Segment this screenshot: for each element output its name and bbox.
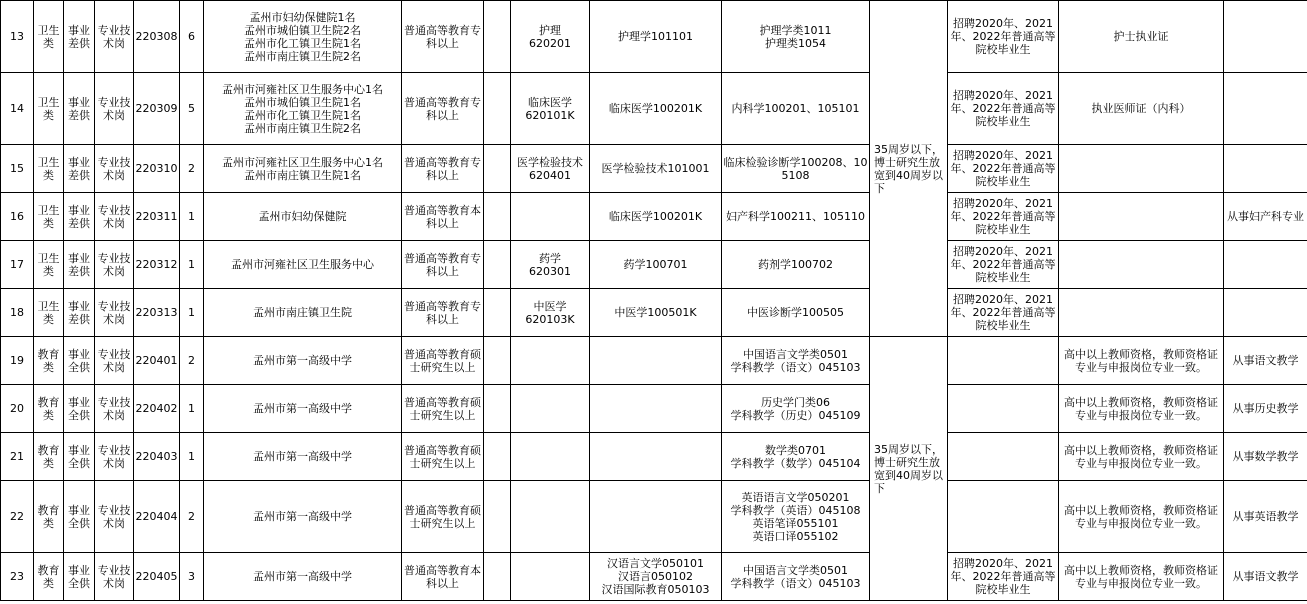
headcount: 2 bbox=[180, 337, 204, 385]
table-row bbox=[1, 481, 1307, 553]
row-number: 15 bbox=[1, 145, 34, 193]
certificate: 高中以上教师资格，教师资格证专业与申报岗位专业一致。 bbox=[1059, 433, 1224, 481]
education: 普通高等教育本科以上 bbox=[402, 193, 484, 241]
major-master: 妇产科学100211、105110 bbox=[722, 193, 870, 241]
post-code: 220404 bbox=[134, 481, 180, 553]
certificate bbox=[1059, 289, 1224, 337]
major-bachelor: 中医学100501K bbox=[590, 289, 722, 337]
age-requirement: 35周岁以下，博士研究生放宽到40周岁以下 bbox=[870, 1, 948, 337]
education: 普通高等教育专科以上 bbox=[402, 1, 484, 73]
other-requirement bbox=[948, 385, 1059, 433]
certificate: 高中以上教师资格，教师资格证专业与申报岗位专业一致。 bbox=[1059, 481, 1224, 553]
age-requirement: 35周岁以下，博士研究生放宽到40周岁以下 bbox=[870, 337, 948, 601]
table-row bbox=[1, 337, 1307, 385]
education: 普通高等教育专科以上 bbox=[402, 73, 484, 145]
other-requirement: 招聘2020年、2021年、2022年普通高等院校毕业生 bbox=[948, 553, 1059, 601]
remark: 从事数学教学 bbox=[1224, 433, 1307, 481]
headcount: 1 bbox=[180, 433, 204, 481]
post-type: 专业技术岗 bbox=[95, 145, 134, 193]
major-master: 历史学门类06 学科教学（历史）045109 bbox=[722, 385, 870, 433]
major-bachelor: 汉语言文学050101 汉语言050102 汉语国际教育050103 bbox=[590, 553, 722, 601]
funding-type: 事业差供 bbox=[64, 73, 95, 145]
major-junior-college: 药学 620301 bbox=[511, 241, 590, 289]
post-type: 专业技术岗 bbox=[95, 73, 134, 145]
post-type: 专业技术岗 bbox=[95, 1, 134, 73]
major-junior-college bbox=[511, 337, 590, 385]
other-requirement bbox=[948, 433, 1059, 481]
major-master: 英语语言文学050201 学科教学（英语）045108 英语笔译055101 英语口译055102 bbox=[722, 481, 870, 553]
remark: 从事语文教学 bbox=[1224, 337, 1307, 385]
post-code: 220311 bbox=[134, 193, 180, 241]
education: 普通高等教育专科以上 bbox=[402, 241, 484, 289]
table-row bbox=[1, 553, 1307, 601]
major-secondary bbox=[484, 481, 511, 553]
post-code: 220313 bbox=[134, 289, 180, 337]
education: 普通高等教育硕士研究生以上 bbox=[402, 433, 484, 481]
post-code: 220402 bbox=[134, 385, 180, 433]
units: 孟州市河雍社区卫生服务中心1名 孟州市城伯镇卫生院1名 孟州市化工镇卫生院1名 孟州市南庄镇卫生院2名 bbox=[204, 73, 402, 145]
row-number: 14 bbox=[1, 73, 34, 145]
remark bbox=[1224, 73, 1307, 145]
remark bbox=[1224, 1, 1307, 73]
major-master: 护理学类1011 护理类1054 bbox=[722, 1, 870, 73]
category: 卫生类 bbox=[34, 145, 64, 193]
funding-type: 事业全供 bbox=[64, 553, 95, 601]
funding-type: 事业差供 bbox=[64, 289, 95, 337]
major-junior-college: 护理 620201 bbox=[511, 1, 590, 73]
remark bbox=[1224, 289, 1307, 337]
major-secondary bbox=[484, 385, 511, 433]
category: 教育类 bbox=[34, 433, 64, 481]
certificate bbox=[1059, 241, 1224, 289]
row-number: 21 bbox=[1, 433, 34, 481]
post-code: 220309 bbox=[134, 73, 180, 145]
units: 孟州市第一高级中学 bbox=[204, 553, 402, 601]
post-code: 220308 bbox=[134, 1, 180, 73]
units: 孟州市第一高级中学 bbox=[204, 337, 402, 385]
post-type: 专业技术岗 bbox=[95, 553, 134, 601]
category: 卫生类 bbox=[34, 73, 64, 145]
remark: 从事历史教学 bbox=[1224, 385, 1307, 433]
table-row bbox=[1, 241, 1307, 289]
category: 卫生类 bbox=[34, 1, 64, 73]
table-row bbox=[1, 433, 1307, 481]
post-type: 专业技术岗 bbox=[95, 289, 134, 337]
major-bachelor bbox=[590, 337, 722, 385]
major-secondary bbox=[484, 289, 511, 337]
units: 孟州市河雍社区卫生服务中心1名 孟州市南庄镇卫生院1名 bbox=[204, 145, 402, 193]
row-number: 23 bbox=[1, 553, 34, 601]
headcount: 6 bbox=[180, 1, 204, 73]
row-number: 17 bbox=[1, 241, 34, 289]
headcount: 2 bbox=[180, 145, 204, 193]
major-bachelor: 临床医学100201K bbox=[590, 193, 722, 241]
headcount: 1 bbox=[180, 193, 204, 241]
major-junior-college: 医学检验技术 620401 bbox=[511, 145, 590, 193]
major-bachelor bbox=[590, 385, 722, 433]
certificate: 护士执业证 bbox=[1059, 1, 1224, 73]
major-bachelor: 药学100701 bbox=[590, 241, 722, 289]
units: 孟州市河雍社区卫生服务中心 bbox=[204, 241, 402, 289]
row-number: 20 bbox=[1, 385, 34, 433]
funding-type: 事业差供 bbox=[64, 145, 95, 193]
post-type: 专业技术岗 bbox=[95, 193, 134, 241]
category: 教育类 bbox=[34, 481, 64, 553]
table-row bbox=[1, 289, 1307, 337]
table-row bbox=[1, 193, 1307, 241]
table-row bbox=[1, 73, 1307, 145]
major-master: 药剂学100702 bbox=[722, 241, 870, 289]
certificate bbox=[1059, 193, 1224, 241]
major-junior-college bbox=[511, 193, 590, 241]
major-junior-college: 中医学 620103K bbox=[511, 289, 590, 337]
major-master: 中医诊断学100505 bbox=[722, 289, 870, 337]
major-junior-college bbox=[511, 553, 590, 601]
certificate bbox=[1059, 145, 1224, 193]
funding-type: 事业全供 bbox=[64, 337, 95, 385]
post-type: 专业技术岗 bbox=[95, 433, 134, 481]
units: 孟州市妇幼保健院1名 孟州市城伯镇卫生院2名 孟州市化工镇卫生院1名 孟州市南庄镇卫生院2名 bbox=[204, 1, 402, 73]
row-number: 22 bbox=[1, 481, 34, 553]
major-secondary bbox=[484, 145, 511, 193]
major-bachelor bbox=[590, 433, 722, 481]
other-requirement bbox=[948, 337, 1059, 385]
post-code: 220401 bbox=[134, 337, 180, 385]
row-number: 16 bbox=[1, 193, 34, 241]
funding-type: 事业差供 bbox=[64, 193, 95, 241]
major-secondary bbox=[484, 553, 511, 601]
remark bbox=[1224, 241, 1307, 289]
post-type: 专业技术岗 bbox=[95, 337, 134, 385]
major-master: 中国语言文学类0501 学科教学（语文）045103 bbox=[722, 337, 870, 385]
major-master: 数学类0701 学科教学（数学）045104 bbox=[722, 433, 870, 481]
other-requirement: 招聘2020年、2021年、2022年普通高等院校毕业生 bbox=[948, 289, 1059, 337]
units: 孟州市第一高级中学 bbox=[204, 481, 402, 553]
major-secondary bbox=[484, 193, 511, 241]
funding-type: 事业差供 bbox=[64, 241, 95, 289]
major-master: 中国语言文学类0501 学科教学（语文）045103 bbox=[722, 553, 870, 601]
major-bachelor: 医学检验技术101001 bbox=[590, 145, 722, 193]
major-junior-college bbox=[511, 385, 590, 433]
education: 普通高等教育本科以上 bbox=[402, 553, 484, 601]
headcount: 3 bbox=[180, 553, 204, 601]
certificate: 执业医师证（内科） bbox=[1059, 73, 1224, 145]
major-junior-college: 临床医学 620101K bbox=[511, 73, 590, 145]
major-master: 内科学100201、105101 bbox=[722, 73, 870, 145]
category: 教育类 bbox=[34, 337, 64, 385]
major-secondary bbox=[484, 73, 511, 145]
category: 卫生类 bbox=[34, 193, 64, 241]
education: 普通高等教育硕士研究生以上 bbox=[402, 481, 484, 553]
major-bachelor: 护理学101101 bbox=[590, 1, 722, 73]
remark bbox=[1224, 145, 1307, 193]
major-secondary bbox=[484, 241, 511, 289]
post-type: 专业技术岗 bbox=[95, 385, 134, 433]
major-secondary bbox=[484, 433, 511, 481]
major-bachelor bbox=[590, 481, 722, 553]
headcount: 5 bbox=[180, 73, 204, 145]
post-code: 220403 bbox=[134, 433, 180, 481]
major-bachelor: 临床医学100201K bbox=[590, 73, 722, 145]
education: 普通高等教育硕士研究生以上 bbox=[402, 385, 484, 433]
units: 孟州市第一高级中学 bbox=[204, 433, 402, 481]
funding-type: 事业全供 bbox=[64, 433, 95, 481]
other-requirement: 招聘2020年、2021年、2022年普通高等院校毕业生 bbox=[948, 73, 1059, 145]
headcount: 2 bbox=[180, 481, 204, 553]
major-junior-college bbox=[511, 481, 590, 553]
other-requirement: 招聘2020年、2021年、2022年普通高等院校毕业生 bbox=[948, 193, 1059, 241]
table-row bbox=[1, 145, 1307, 193]
headcount: 1 bbox=[180, 385, 204, 433]
row-number: 18 bbox=[1, 289, 34, 337]
post-type: 专业技术岗 bbox=[95, 241, 134, 289]
row-number: 13 bbox=[1, 1, 34, 73]
units: 孟州市南庄镇卫生院 bbox=[204, 289, 402, 337]
table-row bbox=[1, 385, 1307, 433]
education: 普通高等教育专科以上 bbox=[402, 145, 484, 193]
funding-type: 事业全供 bbox=[64, 385, 95, 433]
category: 卫生类 bbox=[34, 241, 64, 289]
headcount: 1 bbox=[180, 241, 204, 289]
major-master: 临床检验诊断学100208、105108 bbox=[722, 145, 870, 193]
certificate: 高中以上教师资格，教师资格证专业与申报岗位专业一致。 bbox=[1059, 553, 1224, 601]
other-requirement: 招聘2020年、2021年、2022年普通高等院校毕业生 bbox=[948, 145, 1059, 193]
major-secondary bbox=[484, 1, 511, 73]
other-requirement: 招聘2020年、2021年、2022年普通高等院校毕业生 bbox=[948, 241, 1059, 289]
post-type: 专业技术岗 bbox=[95, 481, 134, 553]
remark: 从事语文教学 bbox=[1224, 553, 1307, 601]
post-code: 220405 bbox=[134, 553, 180, 601]
other-requirement: 招聘2020年、2021年、2022年普通高等院校毕业生 bbox=[948, 1, 1059, 73]
certificate: 高中以上教师资格，教师资格证专业与申报岗位专业一致。 bbox=[1059, 385, 1224, 433]
category: 卫生类 bbox=[34, 289, 64, 337]
units: 孟州市妇幼保健院 bbox=[204, 193, 402, 241]
table-row bbox=[1, 1, 1307, 73]
other-requirement bbox=[948, 481, 1059, 553]
education: 普通高等教育专科以上 bbox=[402, 289, 484, 337]
table-body bbox=[1, 1, 1307, 601]
headcount: 1 bbox=[180, 289, 204, 337]
category: 教育类 bbox=[34, 553, 64, 601]
certificate: 高中以上教师资格，教师资格证专业与申报岗位专业一致。 bbox=[1059, 337, 1224, 385]
units: 孟州市第一高级中学 bbox=[204, 385, 402, 433]
row-number: 19 bbox=[1, 337, 34, 385]
post-code: 220310 bbox=[134, 145, 180, 193]
remark: 从事妇产科专业 bbox=[1224, 193, 1307, 241]
major-secondary bbox=[484, 337, 511, 385]
remark: 从事英语教学 bbox=[1224, 481, 1307, 553]
education: 普通高等教育硕士研究生以上 bbox=[402, 337, 484, 385]
funding-type: 事业全供 bbox=[64, 481, 95, 553]
category: 教育类 bbox=[34, 385, 64, 433]
post-code: 220312 bbox=[134, 241, 180, 289]
major-junior-college bbox=[511, 433, 590, 481]
funding-type: 事业差供 bbox=[64, 1, 95, 73]
